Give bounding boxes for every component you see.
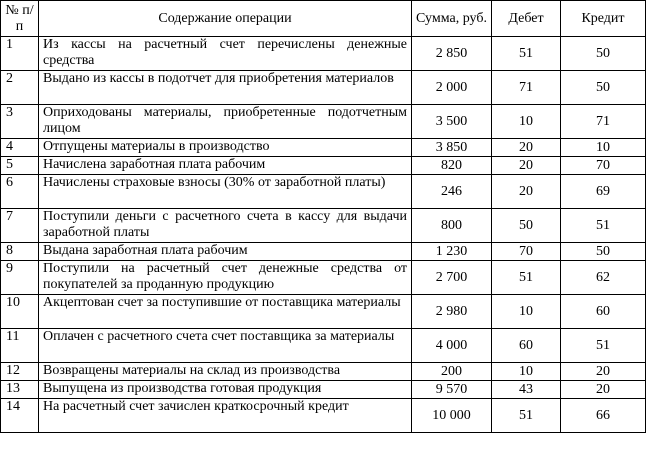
table-row: [1, 209, 646, 243]
row-sum: 9 570: [412, 381, 492, 399]
row-debit: 50: [492, 209, 561, 243]
row-description: Поступили деньги с расчетного счета в кассу для выдачи заработной платы: [39, 209, 412, 243]
row-description: Выдана заработная плата рабочим: [39, 243, 412, 261]
table-row: [1, 157, 646, 175]
table-header-row: [1, 1, 646, 37]
row-description: Отпущены материалы в производство: [39, 139, 412, 157]
header-credit: Кредит: [561, 1, 646, 37]
row-description: Выдано из кассы в подотчет для приобретения материалов: [39, 71, 412, 105]
row-debit: 20: [492, 175, 561, 209]
table-row: [1, 37, 646, 71]
table-row: [1, 399, 646, 433]
table-row: [1, 295, 646, 329]
row-num: 3: [1, 105, 39, 139]
row-credit: 60: [561, 295, 646, 329]
row-description: Акцептован счет за поступившие от поставщика материалы: [39, 295, 412, 329]
row-num: 6: [1, 175, 39, 209]
table-row: [1, 329, 646, 363]
row-credit: 50: [561, 37, 646, 71]
table-row: [1, 381, 646, 399]
row-description: Начислена заработная плата рабочим: [39, 157, 412, 175]
row-debit: 10: [492, 295, 561, 329]
row-debit: 10: [492, 363, 561, 381]
row-description: Выпущена из производства готовая продукция: [39, 381, 412, 399]
row-credit: 71: [561, 105, 646, 139]
row-sum: 1 230: [412, 243, 492, 261]
header-description: Содержание операции: [39, 1, 412, 37]
row-debit: 20: [492, 139, 561, 157]
row-credit: 66: [561, 399, 646, 433]
row-description: Оприходованы материалы, приобретенные подотчетным лицом: [39, 105, 412, 139]
row-description: На расчетный счет зачислен краткосрочный кредит: [39, 399, 412, 433]
row-sum: 800: [412, 209, 492, 243]
row-credit: 50: [561, 243, 646, 261]
table-row: [1, 243, 646, 261]
row-num: 4: [1, 139, 39, 157]
row-credit: 51: [561, 209, 646, 243]
row-num: 8: [1, 243, 39, 261]
row-description: Поступили на расчетный счет денежные средства от покупателей за проданную продукцию: [39, 261, 412, 295]
table-row: [1, 261, 646, 295]
table-row: [1, 105, 646, 139]
row-debit: 51: [492, 399, 561, 433]
row-credit: 51: [561, 329, 646, 363]
row-sum: 4 000: [412, 329, 492, 363]
row-sum: 3 500: [412, 105, 492, 139]
header-num: № п/п: [1, 1, 39, 37]
table-row: [1, 139, 646, 157]
header-sum: Сумма, руб.: [412, 1, 492, 37]
row-sum: 2 000: [412, 71, 492, 105]
row-debit: 43: [492, 381, 561, 399]
header-debit: Дебет: [492, 1, 561, 37]
row-num: 13: [1, 381, 39, 399]
row-debit: 70: [492, 243, 561, 261]
row-sum: 3 850: [412, 139, 492, 157]
row-sum: 2 980: [412, 295, 492, 329]
row-debit: 20: [492, 157, 561, 175]
row-sum: 2 850: [412, 37, 492, 71]
row-credit: 69: [561, 175, 646, 209]
row-credit: 70: [561, 157, 646, 175]
row-num: 12: [1, 363, 39, 381]
row-debit: 51: [492, 261, 561, 295]
row-num: 14: [1, 399, 39, 433]
row-sum: 820: [412, 157, 492, 175]
row-debit: 51: [492, 37, 561, 71]
row-num: 2: [1, 71, 39, 105]
row-description: Возвращены материалы на склад из производства: [39, 363, 412, 381]
row-num: 9: [1, 261, 39, 295]
row-sum: 2 700: [412, 261, 492, 295]
row-description: Оплачен с расчетного счета счет поставщика за материалы: [39, 329, 412, 363]
row-debit: 71: [492, 71, 561, 105]
row-num: 10: [1, 295, 39, 329]
row-num: 1: [1, 37, 39, 71]
row-debit: 60: [492, 329, 561, 363]
row-num: 11: [1, 329, 39, 363]
row-sum: 246: [412, 175, 492, 209]
row-description: Начислены страховые взносы (30% от заработной платы): [39, 175, 412, 209]
row-num: 5: [1, 157, 39, 175]
row-sum: 200: [412, 363, 492, 381]
row-credit: 10: [561, 139, 646, 157]
row-credit: 20: [561, 381, 646, 399]
table-row: [1, 363, 646, 381]
row-num: 7: [1, 209, 39, 243]
row-credit: 50: [561, 71, 646, 105]
row-sum: 10 000: [412, 399, 492, 433]
row-debit: 10: [492, 105, 561, 139]
row-credit: 62: [561, 261, 646, 295]
row-description: Из кассы на расчетный счет перечислены денежные средства: [39, 37, 412, 71]
table-row: [1, 175, 646, 209]
table-row: [1, 71, 646, 105]
row-credit: 20: [561, 363, 646, 381]
